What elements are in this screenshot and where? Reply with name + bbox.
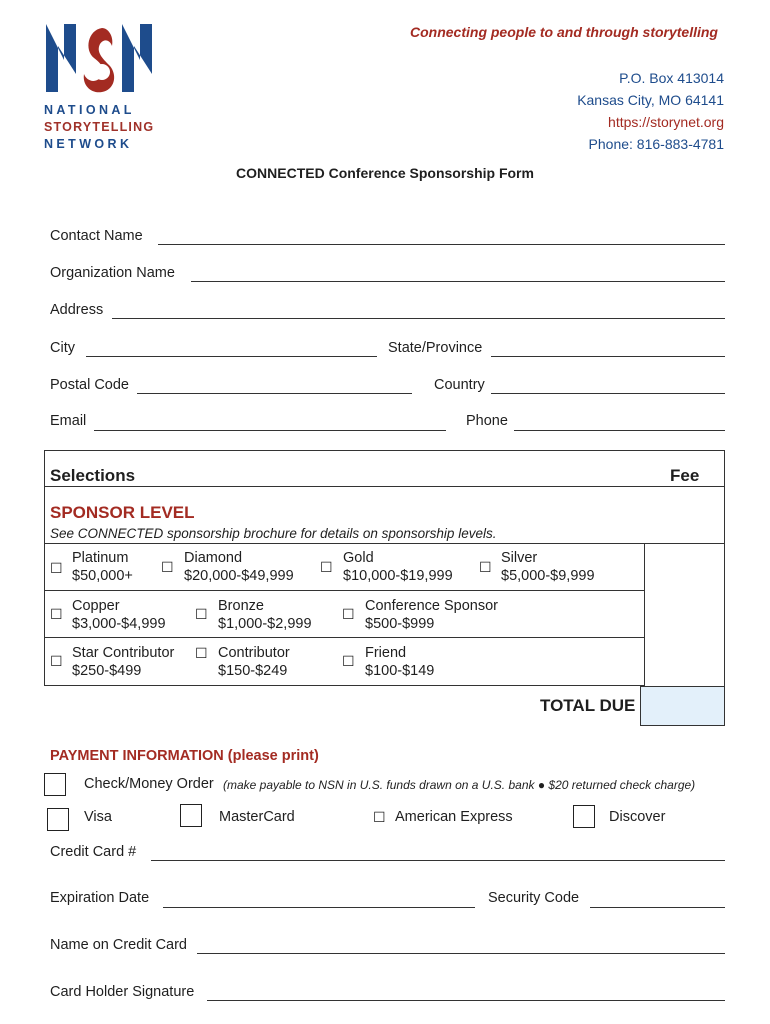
contact-name-label: Contact Name [50,228,143,244]
logo-wordmark [44,102,164,153]
visa-label: Visa [84,809,112,825]
discover-checkbox[interactable] [573,805,595,828]
friend-checkbox[interactable]: ☐ [342,653,355,669]
sponsor-option-conference-sponsor: Conference Sponsor $500-$999 [365,598,498,632]
po-box: P.O. Box 413014 [619,70,724,86]
sponsor-option-friend: Friend $100-$149 [365,645,435,679]
gold-checkbox[interactable]: ☐ [320,559,333,575]
phone-field[interactable] [514,430,725,431]
mastercard-checkbox[interactable] [180,804,202,827]
credit-card-field[interactable] [151,860,725,861]
credit-card-label: Credit Card # [50,844,137,860]
sponsor-option-star-contributor: Star Contributor $250-$499 [72,645,175,679]
check-money-order-checkbox[interactable] [44,773,66,796]
sponsor-option-copper: Copper $3,000-$4,999 [72,598,166,632]
city-state-zip: Kansas City, MO 64141 [577,92,724,108]
address-label: Address [50,302,104,318]
discover-label: Discover [609,809,666,825]
org-address-block [577,67,724,155]
logo-line-network: NETWORK [44,137,133,151]
total-due-label: TOTAL DUE [540,696,636,715]
website-link[interactable]: https://storynet.org [608,114,724,130]
address-field[interactable] [112,318,725,319]
state-province-label: State/Province [388,340,483,356]
mastercard-label: MasterCard [219,809,295,825]
conference-sponsor-checkbox[interactable]: ☐ [342,606,355,622]
expiration-date-label: Expiration Date [50,890,150,906]
sponsor-level-heading: SPONSOR LEVEL [50,503,195,522]
org-phone: Phone: 816-883-4781 [588,136,724,152]
name-on-card-field[interactable] [197,953,725,954]
sponsor-option-contributor: Contributor $150-$249 [218,645,290,679]
visa-checkbox[interactable] [47,808,69,831]
check-note: (make payable to NSN in U.S. funds drawn on a U.S. bank ● $20 returned check charge) [223,778,696,792]
country-label: Country [434,377,485,393]
email-field[interactable] [94,430,446,431]
platinum-checkbox[interactable]: ☐ [50,560,63,576]
silver-checkbox[interactable]: ☐ [479,559,492,575]
payment-info-heading: PAYMENT INFORMATION (please print) [50,748,319,764]
check-money-order-label: Check/Money Order [84,776,214,792]
security-code-label: Security Code [488,890,580,906]
security-code-field[interactable] [590,907,725,908]
contributor-checkbox[interactable]: ☐ [195,645,208,661]
city-field[interactable] [86,356,377,357]
card-holder-signature-field[interactable] [207,1000,725,1001]
contact-name-field[interactable] [158,244,725,245]
copper-checkbox[interactable]: ☐ [50,606,63,622]
amex-checkbox[interactable]: ☐ [373,809,386,825]
tagline: Connecting people to and through storytelling [410,24,718,40]
form-title: CONNECTED Conference Sponsorship Form [236,165,534,181]
selections-header: Selections [50,466,136,485]
country-field[interactable] [491,393,725,394]
sponsor-option-silver: Silver $5,000-$9,999 [501,550,595,584]
card-holder-signature-label: Card Holder Signature [50,984,195,1000]
state-province-field[interactable] [491,356,725,357]
fee-header: Fee [670,466,700,485]
sponsor-option-bronze: Bronze $1,000-$2,999 [218,598,312,632]
city-label: City [50,340,75,356]
total-due-field[interactable] [641,687,724,725]
phone-label: Phone [466,413,508,429]
sponsor-option-platinum: Platinum $50,000+ [72,550,133,584]
logo-line-storytelling: STORYTELLING [44,120,155,134]
postal-code-label: Postal Code [50,377,129,393]
sponsor-level-note: See CONNECTED sponsorship brochure for details on sponsorship levels. [50,526,497,541]
amex-label: American Express [395,809,513,825]
sponsor-option-gold: Gold $10,000-$19,999 [343,550,453,584]
organization-name-field[interactable] [191,281,725,282]
diamond-checkbox[interactable]: ☐ [161,559,174,575]
expiration-date-field[interactable] [163,907,475,908]
nsn-logo [44,20,156,100]
bronze-checkbox[interactable]: ☐ [195,606,208,622]
selections-table [44,450,725,726]
name-on-card-label: Name on Credit Card [50,937,187,953]
postal-code-field[interactable] [137,393,412,394]
email-label: Email [50,413,87,429]
star-contributor-checkbox[interactable]: ☐ [50,653,63,669]
sponsor-option-diamond: Diamond $20,000-$49,999 [184,550,294,584]
logo-line-national: NATIONAL [44,103,135,117]
organization-name-label: Organization Name [50,265,175,281]
